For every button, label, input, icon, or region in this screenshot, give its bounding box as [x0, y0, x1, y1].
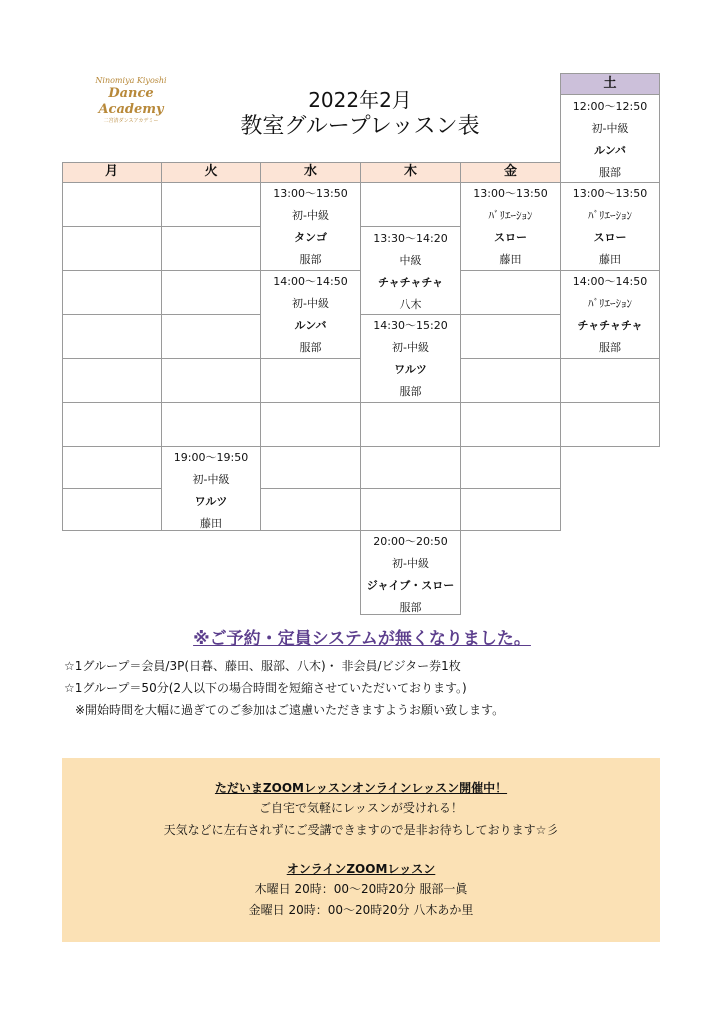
lesson-time: 13:00〜13:50	[572, 187, 648, 200]
banner-text: 天気などに左右されずにご受講できますので是非お待ちしております☆彡	[163, 823, 559, 837]
lesson-time: 20:00〜20:50	[373, 535, 448, 548]
day-header-tuesday: 火	[162, 162, 260, 182]
grid-line	[62, 162, 63, 531]
lesson-dance: ワルツ	[194, 495, 228, 508]
lesson-teacher: 藤田	[200, 517, 222, 530]
banner-schedule: 木曜日 20時：00〜20時20分 服部一眞	[254, 882, 468, 896]
note-line: ☆1グループ＝会員/3P(日暮、藤田、服部、八木)・ 非会員/ビジター券1枚	[64, 659, 461, 673]
grid-line	[62, 314, 261, 315]
academy-logo	[82, 76, 180, 124]
grid-line	[460, 314, 561, 315]
logo-brand: Dance Academy	[98, 86, 164, 117]
lesson-cell-sat-1400	[561, 271, 659, 359]
day-header-monday: 月	[62, 162, 161, 182]
lesson-level: ﾊﾞﾘｴｰｼｮﾝ	[488, 209, 533, 222]
lesson-level: 初-中級	[292, 209, 329, 222]
grid-line	[62, 530, 561, 531]
lesson-cell-wed-1300	[261, 183, 360, 271]
lesson-teacher: 服部	[299, 253, 322, 266]
lesson-dance: タンゴ	[294, 231, 327, 244]
lesson-level: 初-中級	[591, 122, 629, 135]
lesson-teacher: 服部	[299, 341, 322, 354]
grid-line	[62, 162, 561, 163]
logo-name: Ninomiya Kiyoshi	[95, 76, 167, 85]
lesson-teacher: 服部	[599, 341, 621, 354]
grid-line	[62, 446, 660, 447]
lesson-cell-thu-1430	[361, 315, 460, 403]
lesson-dance: チャチャチャ	[577, 319, 643, 332]
logo-subtitle: 二宮清ダンスアカデミー	[103, 118, 159, 124]
day-header-wednesday: 水	[261, 162, 360, 182]
lesson-level: ﾊﾞﾘｴｰｼｮﾝ	[588, 297, 632, 310]
page-title-month: 2022年2月	[308, 88, 412, 112]
day-header-saturday: 土	[561, 73, 659, 94]
grid-line	[560, 73, 660, 74]
grid-line	[62, 488, 161, 489]
reservation-notice: ※ご予約・定員システムが無くなりました。	[193, 629, 531, 649]
grid-line	[161, 226, 261, 227]
lesson-teacher: 服部	[399, 601, 422, 614]
lesson-time: 14:00〜14:50	[273, 275, 348, 288]
lesson-level: 初-中級	[192, 473, 230, 486]
lesson-dance: ジャイブ・スロー	[366, 579, 455, 592]
page-title: 教室グループレッスン表	[240, 114, 480, 139]
lesson-teacher: 八木	[399, 298, 422, 311]
lesson-teacher: 藤田	[599, 253, 621, 266]
lesson-dance: ルンバ	[594, 144, 626, 157]
lesson-level: 中級	[399, 254, 422, 267]
lesson-dance: ルンバ	[294, 319, 327, 332]
lesson-level: 初-中級	[392, 557, 429, 570]
lesson-time: 19:00〜19:50	[173, 451, 249, 464]
banner-headline: ただいまZOOMレッスンオンラインレッスン開催中！	[214, 781, 508, 795]
lesson-level: ﾊﾞﾘｴｰｼｮﾝ	[588, 209, 632, 222]
grid-line	[260, 488, 561, 489]
banner-text: ご自宅で気軽にレッスンが受けれる！	[259, 801, 463, 815]
lesson-time: 14:30〜15:20	[373, 319, 448, 332]
lesson-dance: チャチャチャ	[377, 276, 443, 289]
grid-line	[62, 226, 161, 227]
lesson-teacher: 服部	[399, 385, 422, 398]
lesson-dance: スロー	[593, 231, 627, 244]
grid-line	[360, 226, 461, 227]
lesson-time: 13:00〜13:50	[273, 187, 348, 200]
day-header-thursday: 木	[361, 162, 460, 182]
lesson-level: 初-中級	[392, 341, 429, 354]
online-lesson-banner	[62, 758, 660, 942]
grid-line	[659, 73, 660, 447]
lesson-cell-thu-2000	[361, 531, 460, 619]
banner-schedule: 金曜日 20時：00〜20時20分 八木あか里	[248, 903, 474, 917]
grid-line	[560, 94, 660, 95]
lesson-time: 13:30〜14:20	[373, 232, 448, 245]
lesson-cell-sat-1200	[561, 96, 659, 184]
lesson-cell-sat-1300	[561, 183, 659, 271]
lesson-cell-fri-1300	[461, 183, 560, 271]
lesson-time: 12:00〜12:50	[572, 100, 648, 113]
lesson-cell-thu-1330	[361, 228, 460, 316]
lesson-dance: スロー	[494, 231, 527, 244]
lesson-time: 14:00〜14:50	[572, 275, 648, 288]
note-line: ☆1グループ＝50分(2人以下の場合時間を短縮させていただいております。)	[64, 681, 467, 695]
lesson-dance: ワルツ	[394, 363, 427, 376]
note-line: ※開始時間を大幅に過ぎてのご参加はご遠慮いただきますようお願い致します。	[75, 703, 505, 717]
lesson-teacher: 服部	[599, 166, 621, 179]
day-header-friday: 金	[461, 162, 560, 182]
lesson-cell-tue-1900	[162, 447, 260, 535]
lesson-teacher: 藤田	[499, 253, 522, 266]
lesson-level: 初-中級	[292, 297, 329, 310]
lesson-time: 13:00〜13:50	[473, 187, 548, 200]
lesson-cell-wed-1400	[261, 271, 360, 359]
banner-subtitle: オンラインZOOMレッスン	[286, 862, 436, 876]
